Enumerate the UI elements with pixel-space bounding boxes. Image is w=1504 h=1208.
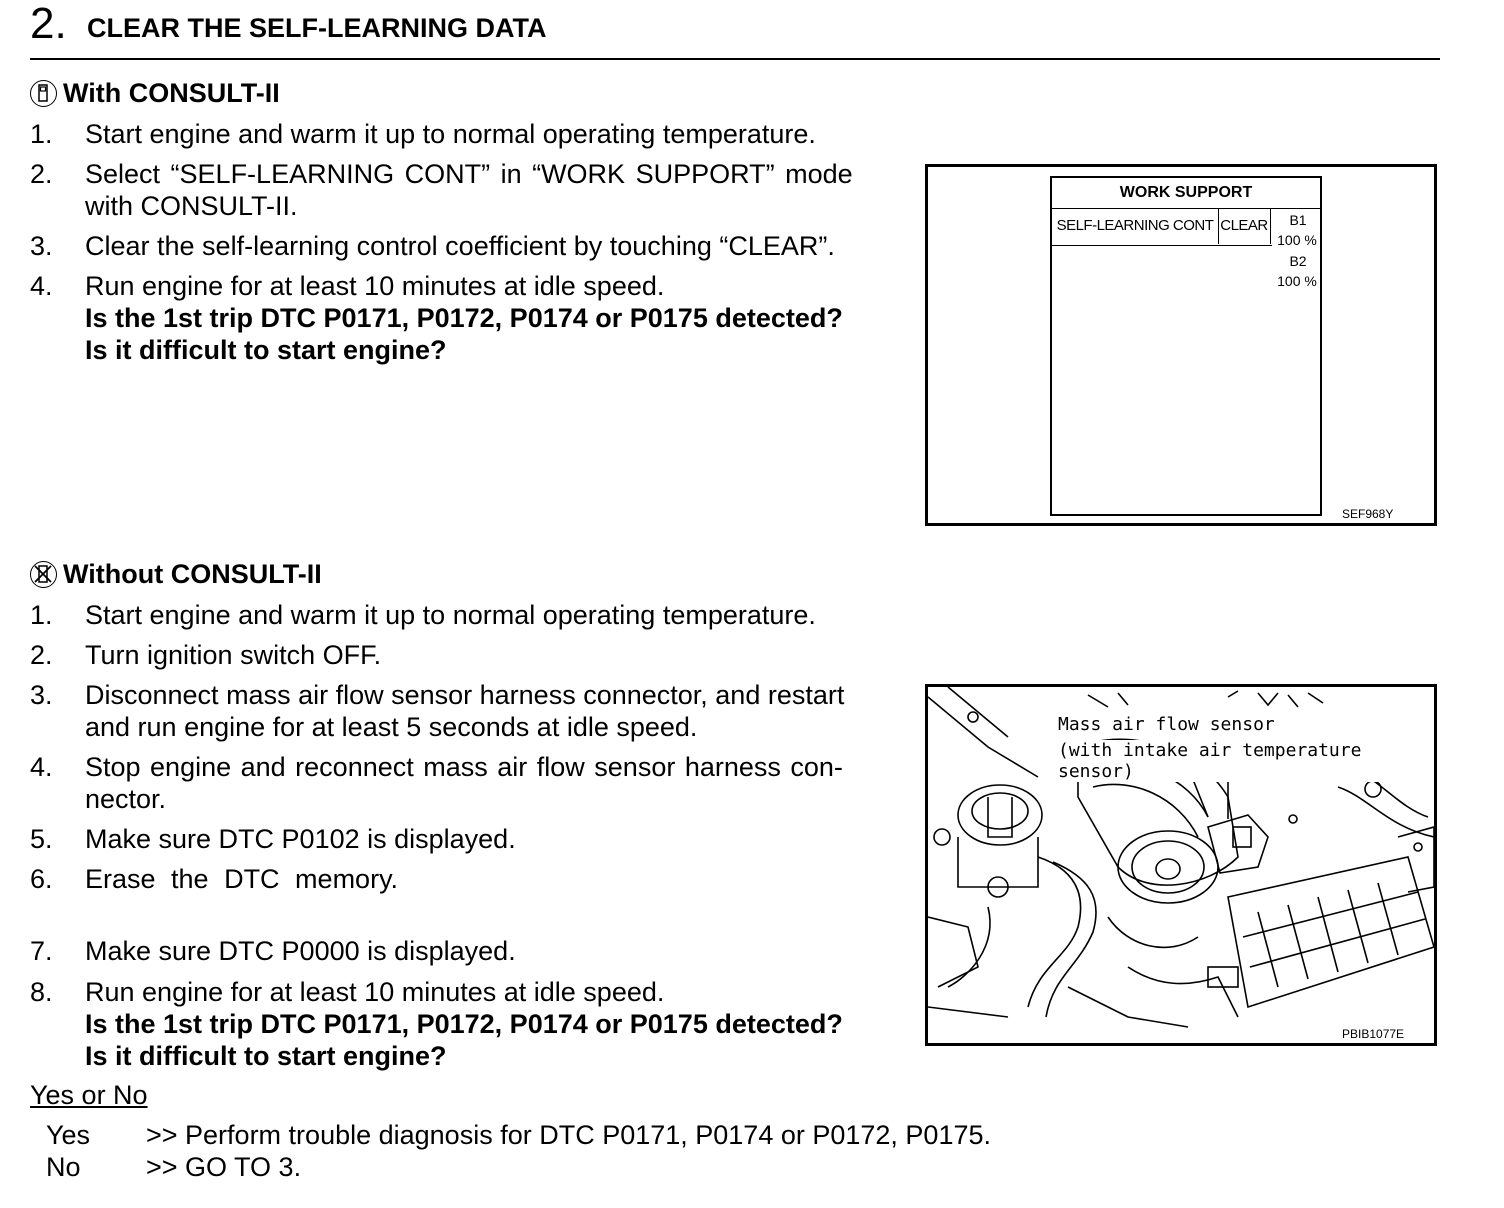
screen-item-row [1052,208,1272,246]
without-step-4 [30,751,910,815]
no-action: >> GO TO 3. [146,1152,302,1182]
no-label: No [46,1152,81,1182]
step-text: Turn ignition switch OFF. [85,640,382,670]
engine-bay-figure [925,684,1437,1046]
without-step-5 [30,823,910,855]
with-question-1: Is the 1st trip DTC P0171, P0172, P0174 or P0175 detected? [85,303,843,333]
screen-header: WORK SUPPORT [1052,178,1320,209]
step-text: Run engine for at least 10 minutes at idle speed. [85,271,665,301]
step-text-line2: with CONSULT-II. [85,191,298,221]
with-step-4 [30,270,910,302]
without-step-8 [30,976,910,1008]
step-text-line2: nector. [85,784,167,814]
section-number: 2. [30,0,67,48]
b1-value: 100 % [1277,232,1317,248]
yes-no-heading: Yes or No [30,1080,148,1110]
b2-label: B2 [1289,253,1307,269]
figure1-code: SEF968Y [1342,507,1394,521]
with-consult-heading [30,78,280,109]
step-text-line1: Stop engine and reconnect mass air flow sensor harness con- [85,752,843,782]
without-step-1 [30,599,910,631]
consult-tool-icon [30,80,57,107]
b1-label: B1 [1289,212,1307,228]
section-title: CLEAR THE SELF-LEARNING DATA [87,13,547,43]
without-consult-heading-text: Without CONSULT-II [63,559,322,589]
step-text: Run engine for at least 10 minutes at idle speed. [85,977,665,1007]
step-text-line1: Disconnect mass air flow sensor harness connector, and restart [85,680,845,710]
step-number: 4. [30,271,53,301]
yes-label: Yes [46,1120,91,1150]
step-number: 1. [30,119,53,149]
step-number: 8. [30,977,53,1007]
step-number: 2. [30,640,53,670]
without-step-3 [30,679,910,743]
step-text: Make sure DTC P0000 is displayed. [85,936,516,966]
with-step-2 [30,158,910,222]
no-consult-tool-icon [30,561,57,588]
work-support-figure [925,164,1437,526]
step-text: Clear the self-learning control coefficient by touching “CLEAR”. [85,231,835,261]
without-step-6 [30,863,910,895]
step-text: Start engine and warm it up to normal operating temperature. [85,600,816,630]
step-number: 2. [30,159,53,189]
without-question-2: Is it difficult to start engine? [85,1041,447,1071]
clear-button: CLEAR [1218,208,1271,244]
self-learning-cont-label: SELF-LEARNING CONT [1052,208,1219,244]
step-text-line1: Select “SELF-LEARNING CONT” in “WORK SUPPORT” mode [85,159,853,189]
without-consult-heading [30,559,322,590]
step-number: 3. [30,231,53,261]
step-number: 1. [30,600,53,630]
consult-screen [1050,176,1322,516]
with-step-3 [30,230,910,262]
step-number: 4. [30,752,53,782]
maf-label-line1: Mass air flow sensor [1058,714,1275,735]
yes-action: >> Perform trouble diagnosis for DTC P0171, P0174 or P0172, P0175. [146,1120,992,1150]
with-question-2: Is it difficult to start engine? [85,335,447,365]
without-step-2 [30,639,910,671]
step-number: 7. [30,936,53,966]
step-number: 6. [30,864,53,894]
with-consult-heading-text: With CONSULT-II [63,78,280,108]
with-step-1 [30,118,910,150]
step-text: Erase the DTC memory. [85,864,399,894]
step-number: 5. [30,824,53,854]
figure2-code: PBIB1077E [1342,1027,1405,1041]
step-text: Start engine and warm it up to normal operating temperature. [85,119,816,149]
step-text: Make sure DTC P0102 is displayed. [85,824,516,854]
step-text-line2: and run engine for at least 5 seconds at idle speed. [85,712,698,742]
step-number: 3. [30,680,53,710]
section-divider [30,58,1440,60]
maf-label-line2: (with intake air temperature sensor) [1058,740,1434,782]
without-question-1: Is the 1st trip DTC P0171, P0172, P0174 or P0175 detected? [85,1009,843,1039]
b2-value: 100 % [1277,273,1317,289]
without-step-7 [30,935,910,967]
